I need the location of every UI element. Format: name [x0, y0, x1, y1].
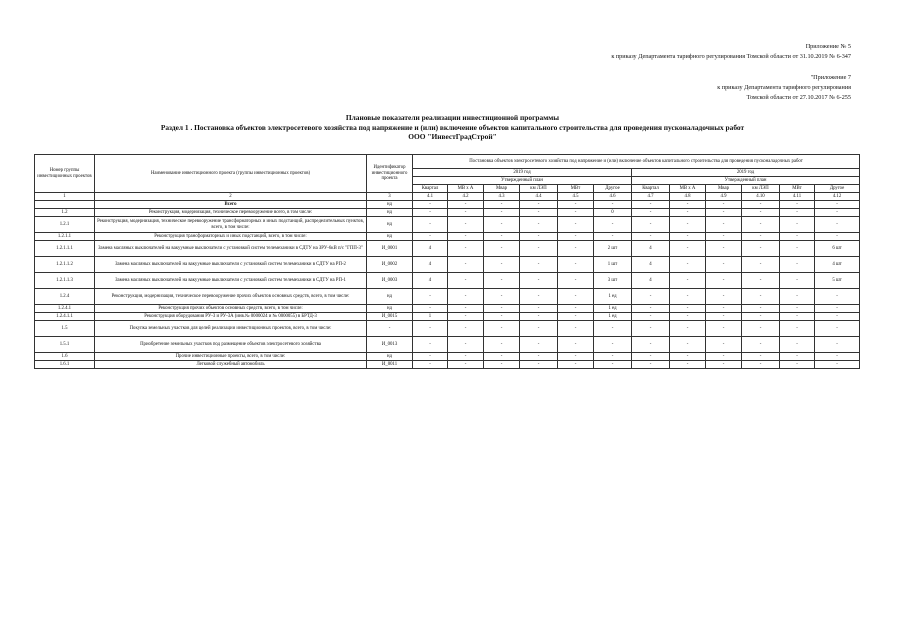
cell-value: - — [706, 257, 742, 273]
cell-group-number: 1.2.1.1 — [35, 233, 95, 241]
cell-value: - — [484, 337, 520, 353]
cell-value: - — [670, 241, 706, 257]
cell-value: - — [632, 201, 670, 209]
cell-group-number: 1.2 — [35, 209, 95, 217]
header-project-id: Идентификатор инвестиционного проекта — [367, 155, 413, 193]
cell-project-id: нд — [367, 305, 413, 313]
cell-value: - — [448, 241, 484, 257]
cell-value: - — [448, 305, 484, 313]
cell-value: - — [413, 233, 448, 241]
header-year-1: 2019 год — [413, 169, 632, 177]
cell-value: - — [780, 257, 815, 273]
cell-value: - — [484, 313, 520, 321]
table-row — [35, 209, 860, 217]
cell-value: - — [780, 209, 815, 217]
table-row — [35, 273, 860, 289]
appendix-7-block — [717, 73, 851, 103]
cell-value: - — [558, 233, 594, 241]
cell-value: - — [670, 321, 706, 337]
column-number: 4.1 — [413, 193, 448, 201]
cell-value: - — [594, 361, 632, 369]
cell-value: - — [558, 361, 594, 369]
cell-value: - — [815, 233, 860, 241]
cell-value: - — [815, 305, 860, 313]
cell-value: 4 — [413, 257, 448, 273]
cell-group-number: 1.2.4 — [35, 289, 95, 305]
cell-value: - — [558, 305, 594, 313]
cell-value: - — [742, 273, 780, 289]
cell-value: - — [558, 201, 594, 209]
column-number: 2 — [95, 193, 367, 201]
document-titles — [0, 113, 905, 142]
column-number: 4.5 — [558, 193, 594, 201]
cell-value: - — [558, 313, 594, 321]
table-row — [35, 241, 860, 257]
cell-value: 0 — [594, 209, 632, 217]
cell-value: - — [670, 257, 706, 273]
cell-value: - — [742, 257, 780, 273]
cell-project-name: Реконструкция трансформаторных и иных подстанций, всего, в том числе: — [95, 233, 367, 241]
cell-value: - — [558, 209, 594, 217]
cell-value: - — [706, 233, 742, 241]
cell-value: - — [448, 313, 484, 321]
cell-value: - — [632, 233, 670, 241]
cell-value: - — [520, 201, 558, 209]
column-number: 4.11 — [780, 193, 815, 201]
appendix-7-label: "Приложение 7 — [810, 74, 851, 81]
header-main: Постановка объектов электросетевого хозяйства под напряжение и (или) включение объектов капитального строительства для проведения пусконаладочных работ — [413, 155, 860, 169]
column-number: 4.7 — [632, 193, 670, 201]
cell-value: - — [484, 233, 520, 241]
cell-value: - — [520, 273, 558, 289]
cell-value: - — [742, 209, 780, 217]
cell-value: - — [484, 289, 520, 305]
cell-group-number: 1.5 — [35, 321, 95, 337]
cell-project-id: И_0003 — [367, 273, 413, 289]
cell-value: - — [815, 353, 860, 361]
header-measure: км ЛЭП — [520, 185, 558, 193]
cell-value: - — [706, 201, 742, 209]
cell-value: - — [448, 337, 484, 353]
cell-value: - — [706, 361, 742, 369]
cell-value: - — [706, 313, 742, 321]
cell-project-name: Всего — [95, 201, 367, 209]
appendix-5-reference: к приказу Департамента тарифного регулирования Томской области от 31.10.2019 № 6-347 — [611, 53, 851, 60]
cell-value: - — [558, 241, 594, 257]
cell-project-id: - — [367, 321, 413, 337]
cell-value: - — [670, 217, 706, 233]
cell-value: - — [815, 217, 860, 233]
cell-value: - — [742, 217, 780, 233]
cell-value: - — [594, 353, 632, 361]
table-row — [35, 233, 860, 241]
cell-group-number: 1.6 — [35, 353, 95, 361]
cell-value: 6 шт — [815, 241, 860, 257]
cell-project-id: И_0013 — [367, 337, 413, 353]
cell-value: - — [413, 361, 448, 369]
cell-value: - — [742, 337, 780, 353]
cell-value: - — [520, 209, 558, 217]
cell-value: - — [780, 313, 815, 321]
header-group-number: Номер группы инвестиционных проектов — [35, 155, 95, 193]
cell-value: - — [780, 289, 815, 305]
cell-value: 1 ед — [594, 289, 632, 305]
column-number: 4.6 — [594, 193, 632, 201]
cell-value: 4 — [632, 241, 670, 257]
cell-value: 2 шт — [594, 241, 632, 257]
cell-group-number: 1.2.1.1.3 — [35, 273, 95, 289]
table-row — [35, 353, 860, 361]
cell-value: - — [742, 361, 780, 369]
header-project-name: Наименование инвестиционного проекта (группы инвестиционных проектов) — [95, 155, 367, 193]
cell-project-name: Замена масляных выключателей на вакуумные выключатели с установкой систем телемеханики в СДТУ на РП-2 — [95, 257, 367, 273]
header-plan-2: Утвержденный план — [632, 177, 860, 185]
cell-value: - — [520, 353, 558, 361]
cell-value: - — [484, 321, 520, 337]
cell-value: - — [558, 289, 594, 305]
cell-project-name: Замена масляных выключателей на вакуумные выключатели с установкой систем телемеханики в СДТУ на ЗРУ-6кВ п/с "ГПП-3" — [95, 241, 367, 257]
cell-value: - — [413, 201, 448, 209]
cell-group-number — [35, 201, 95, 209]
cell-value: - — [632, 321, 670, 337]
cell-value: - — [413, 337, 448, 353]
cell-value: - — [448, 273, 484, 289]
cell-value: - — [413, 217, 448, 233]
header-plan-1: Утвержденный план — [413, 177, 632, 185]
cell-value: - — [780, 361, 815, 369]
cell-value: - — [742, 289, 780, 305]
header-measure: МВт — [780, 185, 815, 193]
cell-project-name: Реконструкция, модернизация, техническое перевооружение трансформаторных и иных подстанций, распределительных пунктов, всего, в том числе: — [95, 217, 367, 233]
cell-value: - — [670, 233, 706, 241]
cell-project-id: нд — [367, 201, 413, 209]
cell-value: - — [815, 361, 860, 369]
cell-value: 4 — [632, 273, 670, 289]
company-name: ООО "ИнвестГрадСтрой" — [408, 132, 497, 141]
cell-value: - — [448, 321, 484, 337]
cell-value: - — [484, 353, 520, 361]
cell-group-number: 1.2.1.1.2 — [35, 257, 95, 273]
cell-group-number: 1.2.4.1.1 — [35, 313, 95, 321]
cell-value: - — [632, 209, 670, 217]
cell-project-name: Реконструкция прочих объектов основных средств, всего, в том числе: — [95, 305, 367, 313]
cell-value: - — [594, 337, 632, 353]
cell-value: - — [815, 321, 860, 337]
cell-value: - — [484, 257, 520, 273]
appendix-5-label: Приложение № 5 — [805, 43, 851, 50]
cell-value: - — [448, 209, 484, 217]
cell-value: - — [742, 201, 780, 209]
section-title: Раздел 1 . Постановка объектов электросетевого хозяйства под напряжение и (или) включение объектов капитального строительства для проведения пусконаладочных работ — [160, 122, 745, 132]
cell-value: - — [520, 289, 558, 305]
cell-value: - — [520, 233, 558, 241]
cell-value: - — [632, 337, 670, 353]
cell-value: - — [558, 257, 594, 273]
cell-value: - — [413, 305, 448, 313]
column-number: 4.4 — [520, 193, 558, 201]
cell-value: 4 — [413, 273, 448, 289]
cell-value: - — [780, 305, 815, 313]
cell-value: - — [520, 305, 558, 313]
appendix-5-block — [611, 42, 851, 62]
cell-value: - — [815, 289, 860, 305]
cell-value: - — [780, 321, 815, 337]
cell-project-id: И_0002 — [367, 257, 413, 273]
cell-value: - — [670, 209, 706, 217]
cell-value: - — [484, 241, 520, 257]
cell-group-number: 1.2.1 — [35, 217, 95, 233]
cell-value: - — [815, 209, 860, 217]
cell-value: - — [520, 217, 558, 233]
cell-value: - — [484, 217, 520, 233]
cell-value: - — [780, 337, 815, 353]
cell-value: - — [448, 257, 484, 273]
header-measure: Мвар — [706, 185, 742, 193]
cell-value: - — [520, 257, 558, 273]
cell-value: - — [815, 337, 860, 353]
cell-value: - — [448, 353, 484, 361]
cell-value: - — [558, 217, 594, 233]
cell-value: - — [670, 337, 706, 353]
cell-value: - — [670, 289, 706, 305]
cell-value: - — [448, 289, 484, 305]
cell-value: - — [594, 233, 632, 241]
cell-value: - — [413, 353, 448, 361]
cell-value: - — [558, 273, 594, 289]
cell-project-name: Реконструкция, модернизация, техническое перевооружение всего, в том числе: — [95, 209, 367, 217]
column-number: 4.8 — [670, 193, 706, 201]
cell-value: - — [632, 313, 670, 321]
table-row — [35, 289, 860, 305]
cell-value: - — [742, 241, 780, 257]
cell-value: - — [520, 337, 558, 353]
column-number: 4.9 — [706, 193, 742, 201]
cell-value: 5 шт — [815, 273, 860, 289]
header-measure: МВ х А — [670, 185, 706, 193]
cell-value: - — [413, 289, 448, 305]
cell-value: - — [594, 321, 632, 337]
cell-value: - — [413, 321, 448, 337]
column-number: 4.3 — [484, 193, 520, 201]
cell-value: - — [632, 361, 670, 369]
cell-value: 4 шт — [815, 257, 860, 273]
cell-value: - — [484, 273, 520, 289]
cell-value: - — [815, 201, 860, 209]
cell-value: - — [706, 217, 742, 233]
column-number: 4.2 — [448, 193, 484, 201]
cell-value: - — [448, 201, 484, 209]
cell-value: - — [484, 361, 520, 369]
cell-value: - — [484, 305, 520, 313]
cell-value: - — [448, 217, 484, 233]
cell-project-id: И_0001 — [367, 241, 413, 257]
cell-value: - — [780, 273, 815, 289]
appendix-7-reference-line2: Томской области от 27.10.2017 № 6-255 — [746, 94, 851, 101]
cell-value: - — [670, 313, 706, 321]
cell-value: - — [558, 353, 594, 361]
cell-value: - — [706, 353, 742, 361]
cell-value: - — [815, 313, 860, 321]
cell-value: - — [706, 337, 742, 353]
header-measure: МВт — [558, 185, 594, 193]
cell-value: - — [780, 217, 815, 233]
cell-value: 4 — [632, 257, 670, 273]
cell-value: - — [484, 201, 520, 209]
header-measure: Другое — [815, 185, 860, 193]
cell-value: 1 ед — [594, 305, 632, 313]
cell-value: - — [558, 337, 594, 353]
document-title: Плановые показатели реализации инвестиционной программы — [345, 113, 560, 122]
cell-value: - — [520, 321, 558, 337]
cell-value: - — [448, 361, 484, 369]
cell-project-name: Приобретение земельных участков под размещение объектов электросетевого хозяйства — [95, 337, 367, 353]
cell-value: - — [520, 361, 558, 369]
cell-project-name: Покупка земельных участков для целей реализации инвестиционных проектов, всего, в том числе: — [95, 321, 367, 337]
header-measure: Квартал — [413, 185, 448, 193]
cell-project-id: И_0011 — [367, 361, 413, 369]
cell-project-name: Замена масляных выключателей на вакуумные выключатели с установкой систем телемеханики в СДТУ на РП-1 — [95, 273, 367, 289]
cell-group-number: 1.5.1 — [35, 337, 95, 353]
cell-value: - — [780, 201, 815, 209]
cell-value: - — [706, 241, 742, 257]
header-measure: Квартал — [632, 185, 670, 193]
cell-value: - — [742, 353, 780, 361]
cell-value: - — [706, 273, 742, 289]
header-measure: Другое — [594, 185, 632, 193]
appendix-7-reference-line1: к приказу Департамента тарифного регулирования — [717, 84, 851, 91]
table-row — [35, 217, 860, 233]
cell-value: 1 шт — [594, 257, 632, 273]
column-number: 4.12 — [815, 193, 860, 201]
cell-value: - — [448, 233, 484, 241]
table-row — [35, 313, 860, 321]
cell-project-name: Реконструкция оборудования РУ-3 и РУ-3А (инв.№ 0000024 и № 0000055) в БРТД-3 — [95, 313, 367, 321]
cell-value: - — [742, 233, 780, 241]
cell-project-id: нд — [367, 289, 413, 305]
cell-value: - — [780, 241, 815, 257]
table-row — [35, 305, 860, 313]
table-row — [35, 321, 860, 337]
header-year-2: 2019 год — [632, 169, 860, 177]
table-row — [35, 337, 860, 353]
cell-value: - — [742, 305, 780, 313]
cell-value: - — [742, 321, 780, 337]
cell-value: - — [706, 209, 742, 217]
header-measure: Мвар — [484, 185, 520, 193]
header-measure: км ЛЭП — [742, 185, 780, 193]
cell-value: - — [670, 361, 706, 369]
table-row — [35, 361, 860, 369]
cell-project-id: нд — [367, 209, 413, 217]
header-measure: МВ х А — [448, 185, 484, 193]
table-row — [35, 201, 860, 209]
cell-project-name: Прочие инвестиционные проекты, всего, в том числе: — [95, 353, 367, 361]
cell-group-number: 1.6.1 — [35, 361, 95, 369]
cell-project-id: нд — [367, 353, 413, 361]
cell-value: 3 шт — [594, 273, 632, 289]
cell-value: - — [780, 353, 815, 361]
cell-value: - — [558, 321, 594, 337]
cell-value: - — [594, 201, 632, 209]
cell-value: - — [706, 321, 742, 337]
cell-project-id: И_0015 — [367, 313, 413, 321]
cell-value: - — [670, 305, 706, 313]
cell-value: - — [632, 217, 670, 233]
cell-value: - — [484, 209, 520, 217]
cell-value: - — [670, 353, 706, 361]
cell-value: - — [413, 209, 448, 217]
cell-value: - — [742, 313, 780, 321]
cell-project-name: Легковой служебный автомобиль — [95, 361, 367, 369]
cell-value: 4 — [413, 241, 448, 257]
cell-value: - — [632, 289, 670, 305]
column-number: 4.10 — [742, 193, 780, 201]
cell-value: - — [594, 217, 632, 233]
cell-group-number: 1.2.4.1 — [35, 305, 95, 313]
column-number: 3 — [367, 193, 413, 201]
cell-value: - — [780, 233, 815, 241]
cell-value: 1 ед — [594, 313, 632, 321]
cell-value: - — [632, 353, 670, 361]
table-row — [35, 257, 860, 273]
cell-value: - — [520, 313, 558, 321]
cell-value: - — [520, 241, 558, 257]
cell-project-id: нд — [367, 233, 413, 241]
investment-plan-table — [34, 154, 860, 369]
cell-group-number: 1.2.1.1.1 — [35, 241, 95, 257]
cell-value: - — [670, 201, 706, 209]
cell-value: - — [706, 289, 742, 305]
cell-value: 1 — [413, 313, 448, 321]
cell-value: - — [632, 305, 670, 313]
cell-project-name: Реконструкция, модернизация, техническое перевооружение прочих объектов основных средств, всего, в том числе: — [95, 289, 367, 305]
cell-value: - — [670, 273, 706, 289]
column-number: 1 — [35, 193, 95, 201]
cell-value: - — [706, 305, 742, 313]
cell-project-id: нд — [367, 217, 413, 233]
